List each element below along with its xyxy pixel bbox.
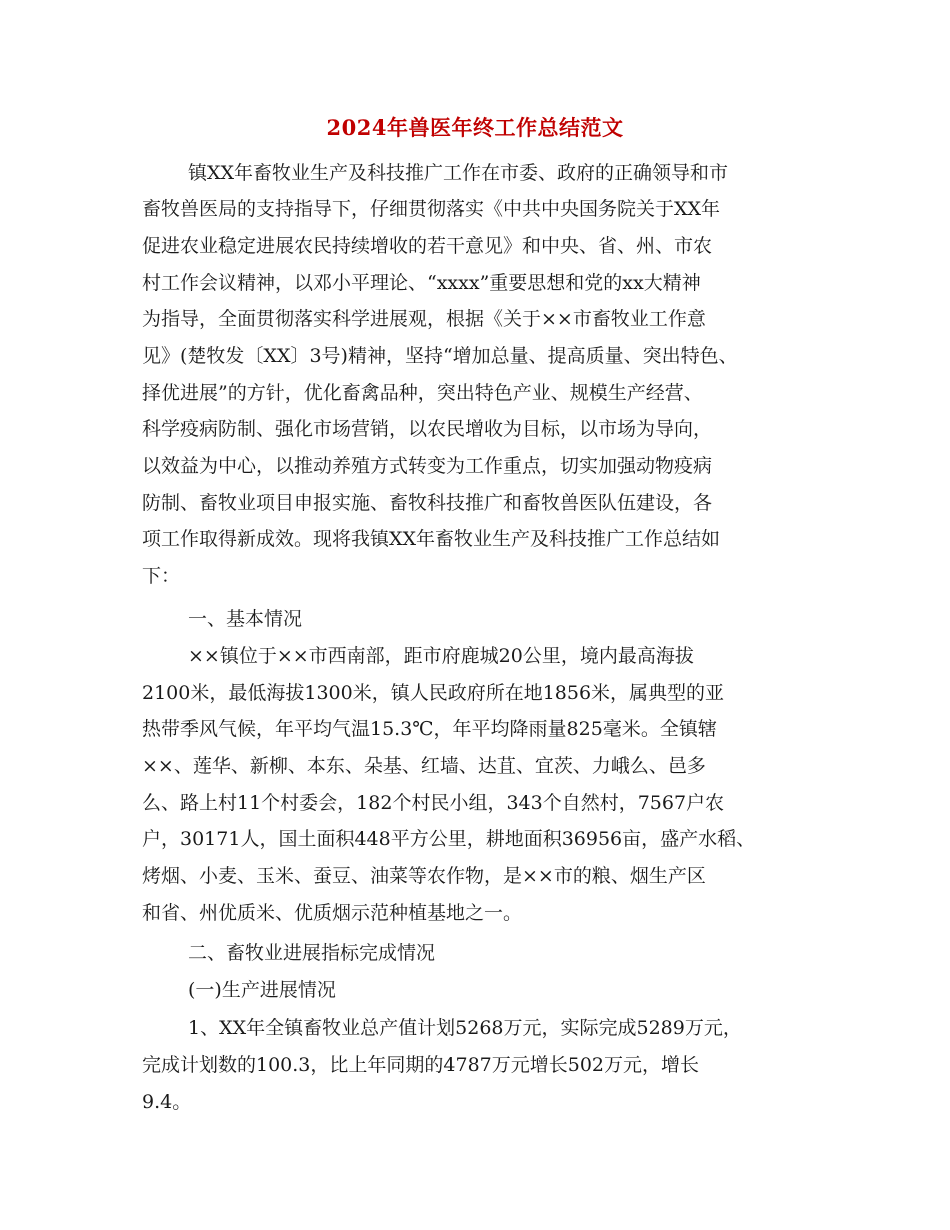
paragraph-line: 户，30171人，国土面积448平方公里，耕地面积36956亩，盛产水稻、 — [142, 828, 756, 850]
paragraph-line: 项工作取得新成效。现将我镇XX年畜牧业生产及科技推广工作总结如 — [142, 528, 721, 550]
subsection-heading: (一)生产进展情况 — [188, 979, 336, 1001]
paragraph-line: 下： — [142, 565, 181, 587]
paragraph-line: 完成计划数的100.3，比上年同期的4787万元增长502万元，增长 — [142, 1054, 700, 1076]
paragraph-line: 2100米，最低海拔1300米，镇人民政府所在地1856米，属典型的亚 — [142, 682, 725, 704]
paragraph-line: 村工作会议精神，以邓小平理论、“xxxx”重要思想和党的xx大精神 — [142, 272, 701, 294]
paragraph-line: 9.4。 — [142, 1091, 192, 1113]
paragraph-line: ××、莲华、新柳、本东、朵基、红墙、达苴、宜茨、力峨么、邑多 — [142, 755, 706, 777]
paragraph-line: 以效益为中心，以推动养殖方式转变为工作重点，切实加强动物疫病 — [142, 455, 713, 477]
paragraph-line: 么、路上村11个村委会，182个村民小组，343个自然村，7567户农 — [142, 792, 725, 814]
paragraph-line: 畜牧兽医局的支持指导下，仔细贯彻落实《中共中央国务院关于XX年 — [142, 198, 721, 220]
document-title: 2024年兽医年终工作总结范文 — [326, 115, 624, 140]
paragraph-line: 促进农业稳定进展农民持续增收的若干意见》和中央、省、州、市农 — [142, 235, 713, 257]
paragraph-line: 1、XX年全镇畜牧业总产值计划5268万元，实际完成5289万元， — [188, 1017, 742, 1039]
paragraph-line: 热带季风气候，年平均气温15.3℃，年平均降雨量825毫米。全镇辖 — [142, 718, 717, 740]
paragraph-line: 和省、州优质米、优质烟示范种植基地之一。 — [142, 902, 523, 924]
paragraph-line: 防制、畜牧业项目申报实施、畜牧科技推广和畜牧兽医队伍建设，各 — [142, 492, 713, 514]
section-heading: 二、畜牧业进展指标完成情况 — [188, 942, 436, 964]
paragraph-line: 烤烟、小麦、玉米、蚕豆、油菜等农作物，是××市的粮、烟生产区 — [142, 865, 706, 887]
section-heading: 一、基本情况 — [188, 608, 303, 630]
paragraph-line: 见》(楚牧发〔XX〕3号)精神，坚持“增加总量、提高质量、突出特色、 — [142, 345, 738, 367]
paragraph-line: 为指导，全面贯彻落实科学进展观，根据《关于××市畜牧业工作意 — [142, 308, 706, 330]
paragraph-line: ××镇位于××市西南部，距市府鹿城20公里，境内最高海拔 — [188, 645, 694, 667]
paragraph-line: 镇XX年畜牧业生产及科技推广工作在市委、政府的正确领导和市 — [188, 162, 729, 184]
paragraph-line: 择优进展”的方针，优化畜禽品种，突出特色产业、规模生产经营、 — [142, 382, 703, 404]
paragraph-line: 科学疫病防制、强化市场营销，以农民增收为目标，以市场为导向， — [142, 418, 713, 440]
